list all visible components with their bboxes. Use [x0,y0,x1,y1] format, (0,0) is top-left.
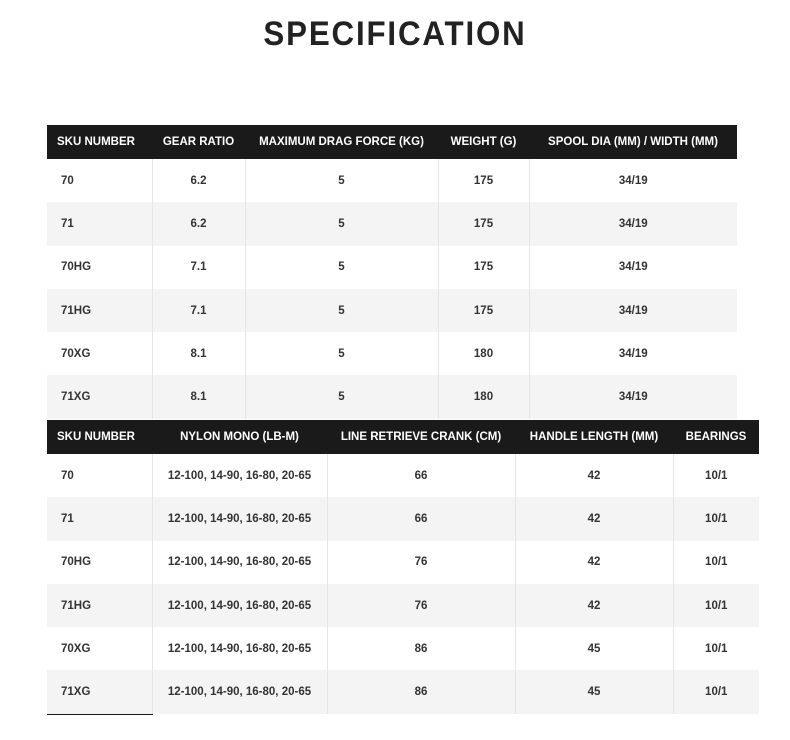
cell-weight: 175 [438,246,529,289]
cell-spool: 34/19 [529,159,737,202]
cell-handle-length: 45 [515,627,673,670]
cell-nylon-mono: 12-100, 14-90, 16-80, 20-65 [152,454,327,497]
header-spool-dia-width: SPOOL DIA (MM) / WIDTH (MM) [529,125,737,159]
cell-bearings: 10/1 [673,541,759,584]
page-title: SPECIFICATION [263,15,527,53]
cell-gear-ratio: 8.1 [152,332,245,375]
cell-line-retrieve: 66 [327,454,515,497]
cell-gear-ratio: 6.2 [152,202,245,245]
header-gear-ratio: GEAR RATIO [152,125,245,159]
table-row [47,289,737,332]
header-line-retrieve: LINE RETRIEVE CRANK (CM) [327,420,515,454]
cell-gear-ratio: 6.2 [152,159,245,202]
cell-bearings: 10/1 [673,497,759,540]
cell-drag-force: 5 [245,159,438,202]
spec-table-2 [47,420,759,715]
cell-handle-length: 42 [515,541,673,584]
cell-sku: 70HG [61,261,92,274]
cell-bearings: 10/1 [673,584,759,627]
cell-spool: 34/19 [529,202,737,245]
cell-gear-ratio: 7.1 [152,289,245,332]
cell-weight: 175 [438,159,529,202]
cell-handle-length: 45 [515,670,673,714]
table-row [47,627,759,670]
cell-line-retrieve: 86 [327,670,515,714]
cell-drag-force: 5 [245,246,438,289]
spec-table-1 [47,125,737,419]
cell-nylon-mono: 12-100, 14-90, 16-80, 20-65 [152,584,327,627]
header-bearings: BEARINGS [673,420,759,454]
table-row [47,541,759,584]
cell-weight: 180 [438,375,529,418]
cell-drag-force: 5 [245,202,438,245]
cell-sku: 71 [47,497,152,540]
cell-bearings: 10/1 [673,454,759,497]
cell-nylon-mono: 12-100, 14-90, 16-80, 20-65 [152,670,327,714]
cell-drag-force: 5 [245,332,438,375]
cell-sku: 71HG [47,584,152,627]
cell-sku: 70HG [61,556,92,569]
cell-sku: 71XG [47,375,152,418]
header-handle-length: HANDLE LENGTH (MM) [515,420,673,454]
cell-spool: 34/19 [529,375,737,418]
table-row [47,202,737,245]
cell-weight: 180 [438,332,529,375]
cell-gear-ratio: 8.1 [152,375,245,418]
cell-line-retrieve: 76 [327,541,515,584]
cell-spool: 34/19 [529,246,737,289]
cell-bearings: 10/1 [673,627,759,670]
cell-sku: 71XG [47,670,152,714]
cell-nylon-mono: 12-100, 14-90, 16-80, 20-65 [152,627,327,670]
cell-gear-ratio: 7.1 [152,246,245,289]
cell-handle-length: 42 [515,497,673,540]
table-row [47,375,737,418]
table-row [47,246,737,289]
cell-sku: 71HG [47,289,152,332]
cell-line-retrieve: 76 [327,584,515,627]
table-row [47,159,737,202]
cell-drag-force: 5 [245,375,438,418]
table-row [47,332,737,375]
cell-sku: 70 [61,174,74,187]
cell-line-retrieve: 66 [327,497,515,540]
header-weight: WEIGHT (G) [438,125,529,159]
cell-sku: 70XG [61,642,91,655]
cell-nylon-mono: 12-100, 14-90, 16-80, 20-65 [152,541,327,584]
cell-weight: 175 [438,202,529,245]
cell-sku: 70XG [61,347,91,360]
cell-spool: 34/19 [529,289,737,332]
cell-spool: 34/19 [529,332,737,375]
cell-weight: 175 [438,289,529,332]
cell-bearings: 10/1 [673,670,759,714]
cell-handle-length: 42 [515,584,673,627]
cell-sku: 71 [47,202,152,245]
header-sku-number: SKU NUMBER [47,420,152,454]
cell-line-retrieve: 86 [327,627,515,670]
table-row [47,584,759,627]
cell-nylon-mono: 12-100, 14-90, 16-80, 20-65 [152,497,327,540]
table-header-row [47,125,737,159]
table-row [47,497,759,540]
header-max-drag-force: MAXIMUM DRAG FORCE (KG) [245,125,438,159]
table-row [47,670,759,714]
header-nylon-mono: NYLON MONO (LB-M) [152,420,327,454]
cell-handle-length: 42 [515,454,673,497]
cell-drag-force: 5 [245,289,438,332]
table-row [47,454,759,497]
header-sku-number: SKU NUMBER [47,125,152,159]
cell-sku: 70 [61,469,74,482]
table-header-row [47,420,759,454]
